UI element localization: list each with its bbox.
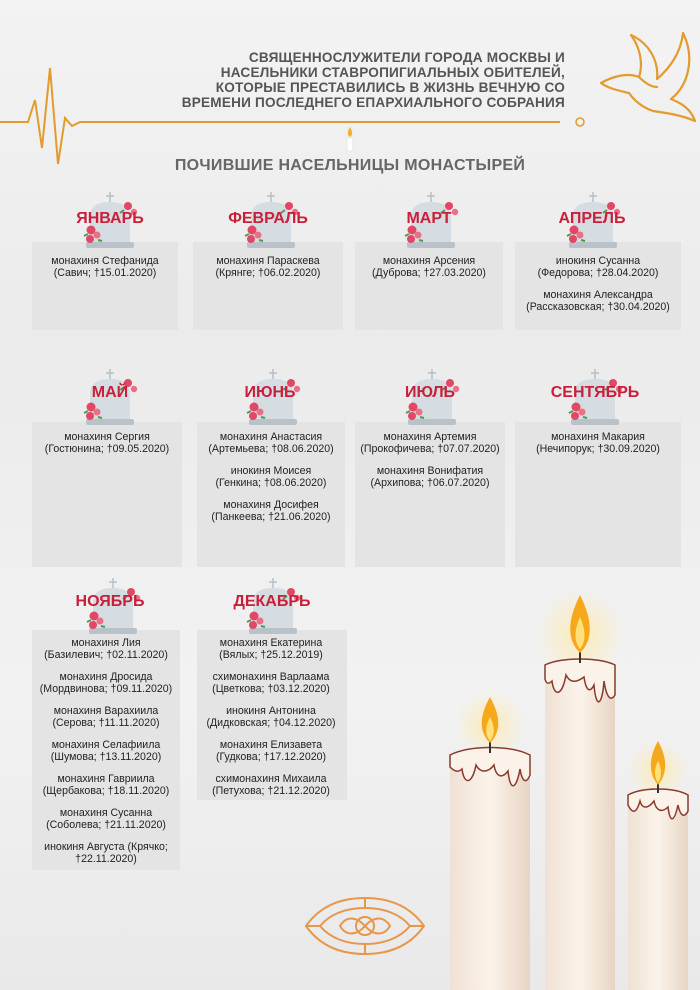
month-label-november: НОЯБРЬ [75,593,145,610]
list-item: монахиня Макария (Нечипорук; †30.09.2020) [536,431,660,455]
list-item: монахиня Артемия (Прокофичева; †07.07.2020) [360,431,500,455]
entries-april [518,255,678,323]
list-item: монахиня Досифея (Панкеева; †21.06.2020) [211,499,331,523]
entries-june [196,431,346,533]
title-line: КОТОРЫЕ ПРЕСТАВИЛИСЬ В ЖИЗНЬ ВЕЧНУЮ СО [215,80,565,95]
list-item: монахиня Сергия (Гостюнина; †09.05.2020) [44,431,170,455]
entries-march [354,255,504,289]
list-item: монахиня Лия (Базилевич; †02.11.2020) [44,637,168,661]
month-label-december: ДЕКАБРЬ [233,593,311,610]
entries-november [31,637,181,875]
list-item: монахиня Александра (Рассказовская; †30.04.2020) [526,289,670,313]
month-label-june: ИЮНЬ [244,384,296,401]
list-item: монахиня Арсения (Дуброва; †27.03.2020) [372,255,486,279]
list-item: инокиня Антонина (Дидковская; †04.12.2020) [206,705,336,729]
title-line: ВРЕМЕНИ ПОСЛЕДНЕГО ЕПАРХИАЛЬНОГО СОБРАНИЯ [181,95,565,110]
candles-illustration [430,585,700,990]
month-label-january: ЯНВАРЬ [76,210,144,227]
list-item: схимонахиня Михаила (Петухова; †21.12.2020) [212,773,330,797]
entries-may [32,431,182,465]
list-item: монахиня Стефанида (Савич; †15.01.2020) [51,255,159,279]
month-label-april: АПРЕЛЬ [558,210,626,227]
list-item: инокиня Моисея (Генкина; †08.06.2020) [215,465,327,489]
month-label-may: МАЙ [91,384,129,401]
section-title: ПОЧИВШИЕ НАСЕЛЬНИЦЫ МОНАСТЫРЕЙ [174,157,526,174]
month-label-july: ИЮЛЬ [404,384,456,401]
list-item: монахиня Селафиила (Шумова; †13.11.2020) [50,739,162,763]
month-label-march: МАРТ [406,210,452,227]
list-item: монахиня Вонифатия (Архипова; †06.07.2020) [370,465,490,489]
list-item: монахиня Варахиила (Серова; †11.11.2020) [52,705,160,729]
entries-september [518,431,678,465]
list-item: монахиня Елизавета (Гудкова; †17.12.2020) [215,739,327,763]
list-item: схимонахиня Варлаама (Цветкова; †03.12.2020) [212,671,330,695]
entries-july [355,431,505,499]
dove-icon [595,25,700,135]
month-label-february: ФЕВРАЛЬ [228,210,308,227]
title-line: СВЯЩЕННОСЛУЖИТЕЛИ ГОРОДА МОСКВЫ И [248,50,565,65]
list-item: монахиня Сусанна (Соболева; †21.11.2020) [46,807,166,831]
entries-december [196,637,346,807]
list-item: монахиня Дросида (Мордвинова; †09.11.2020) [39,671,173,695]
list-item: монахиня Параскева (Крянге; †06.02.2020) [215,255,321,279]
ornament-icon [300,892,430,960]
list-item: монахиня Анастасия (Артемьева; †08.06.2020) [208,431,334,455]
list-item: инокиня Сусанна (Федорова; †28.04.2020) [537,255,659,279]
list-item: инокиня Августа (Крячко; †22.11.2020) [44,841,168,865]
entries-january [30,255,180,289]
entries-february [193,255,343,289]
title-line: НАСЕЛЬНИКИ СТАВРОПИГИАЛЬНЫХ ОБИТЕЛЕЙ, [220,65,565,80]
candle-icon [343,125,357,153]
month-label-september: СЕНТЯБРЬ [550,384,640,401]
list-item: монахиня Екатерина (Вялых; †25.12.2019) [219,637,323,661]
list-item: монахиня Гавриила (Щербакова; †18.11.2020) [42,773,170,797]
page-title [150,50,565,110]
